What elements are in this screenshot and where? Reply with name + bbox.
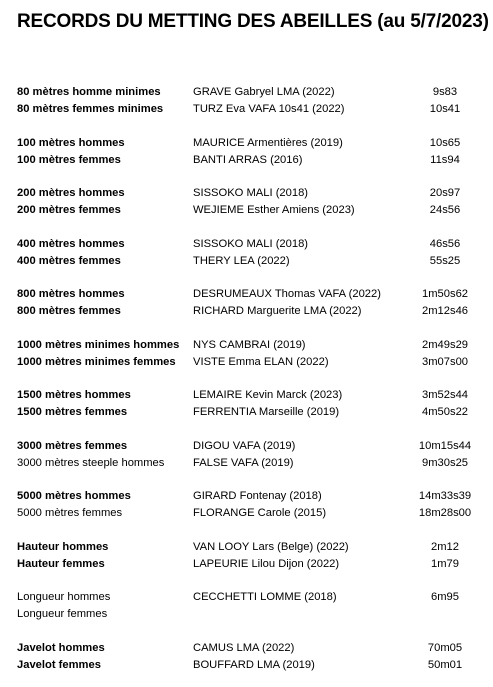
record-event: 80 mètres femmes minimes — [17, 103, 164, 115]
record-row — [0, 303, 493, 320]
record-event: Hauteur femmes — [17, 557, 105, 570]
record-row — [0, 640, 493, 657]
record-performance: 9m30s25 — [421, 456, 469, 469]
record-holder: VAN LOOY Lars (Belge) (2022) — [193, 540, 349, 553]
record-performance: 4m50s22 — [421, 406, 469, 418]
record-holder: LEMAIRE Kevin Marck (2023) — [193, 389, 343, 401]
record-event: 800 mètres femmes — [17, 305, 121, 317]
record-row — [0, 505, 493, 522]
record-event: 1500 mètres femmes — [17, 406, 128, 418]
record-holder: BANTI ARRAS (2016) — [193, 153, 303, 166]
record-holder: WEJIEME Esther Amiens (2023) — [193, 204, 355, 216]
record-holder: SISSOKO MALI (2018) — [193, 187, 309, 199]
record-holder: SISSOKO MALI (2018) — [193, 237, 309, 250]
record-holder: FALSE VAFA (2019) — [193, 456, 294, 469]
record-holder: LAPEURIE Lilou Dijon (2022) — [193, 557, 340, 570]
record-event: 400 mètres femmes — [17, 254, 121, 267]
record-performance: 9s83 — [432, 86, 458, 98]
record-row — [0, 606, 493, 623]
record-holder: NYS CAMBRAI (2019) — [193, 338, 306, 351]
record-event: 5000 mètres hommes — [17, 490, 131, 502]
record-row — [0, 236, 493, 253]
record-holder: GRAVE Gabryel LMA (2022) — [193, 86, 335, 98]
record-holder: DESRUMEAUX Thomas VAFA (2022) — [193, 288, 381, 300]
record-row — [0, 488, 493, 505]
record-performance: 3m52s44 — [421, 389, 469, 401]
record-event: Javelot hommes — [17, 641, 105, 654]
record-holder: CAMUS LMA (2022) — [193, 641, 295, 654]
record-event: 800 mètres hommes — [17, 288, 125, 300]
record-holder: RICHARD Marguerite LMA (2022) — [193, 305, 362, 317]
record-performance: 6m95 — [431, 591, 459, 603]
record-performance: 1m79 — [431, 557, 459, 570]
record-performance: 2m49s29 — [421, 338, 469, 351]
record-performance: 11s94 — [430, 153, 460, 166]
record-event: 100 mètres hommes — [17, 136, 125, 149]
record-performance: 18m28s00 — [418, 507, 472, 519]
record-performance: 3m07s00 — [421, 355, 469, 368]
record-holder: FLORANGE Carole (2015) — [193, 507, 327, 519]
record-event: 200 mètres femmes — [17, 204, 121, 216]
record-row — [0, 539, 493, 556]
record-holder: THERY LEA (2022) — [193, 254, 290, 267]
record-row — [0, 101, 493, 118]
record-performance: 20s97 — [429, 187, 461, 199]
record-performance: 2m12s46 — [421, 305, 469, 317]
record-holder: DIGOU VAFA (2019) — [193, 439, 296, 452]
record-row — [0, 185, 493, 202]
record-holder: CECCHETTI LOMME (2018) — [193, 591, 337, 603]
record-row — [0, 387, 493, 404]
record-holder: BOUFFARD LMA (2019) — [193, 658, 315, 671]
record-row — [0, 556, 493, 573]
record-performance: 50m01 — [427, 658, 463, 671]
record-holder: GIRARD Fontenay (2018) — [193, 490, 322, 502]
record-performance: 14m33s39 — [418, 490, 472, 502]
record-event: 3000 mètres femmes — [17, 439, 128, 452]
record-row — [0, 657, 493, 674]
record-performance: 10s41 — [429, 103, 461, 115]
record-performance: 2m12 — [431, 540, 459, 553]
record-event: 100 mètres femmes — [17, 153, 121, 166]
record-row — [0, 152, 493, 169]
record-performance: 1m50s62 — [421, 288, 469, 300]
record-event: 200 mètres hommes — [17, 187, 125, 199]
record-holder: FERRENTIA Marseille (2019) — [193, 406, 340, 418]
record-performance: 24s56 — [429, 204, 461, 216]
record-event: 1000 mètres minimes femmes — [17, 355, 176, 368]
record-performance: 46s56 — [429, 237, 461, 250]
record-event: 1500 mètres hommes — [17, 389, 131, 401]
record-event: Hauteur hommes — [17, 540, 109, 553]
record-performance: 55s25 — [429, 254, 461, 267]
record-row — [0, 354, 493, 371]
record-event: 5000 mètres femmes — [17, 507, 123, 519]
record-performance: 10s65 — [429, 136, 461, 149]
record-event: Longueur femmes — [17, 608, 108, 620]
page-title: RECORDS DU METTING DES ABEILLES (au 5/7/2023) — [17, 11, 489, 32]
record-holder: TURZ Eva VAFA 10s41 (2022) — [193, 103, 345, 115]
record-performance: 10m15s44 — [418, 439, 472, 452]
record-event: 3000 mètres steeple hommes — [17, 456, 165, 469]
record-row — [0, 337, 493, 354]
record-event: 1000 mètres minimes hommes — [17, 338, 180, 351]
record-row — [0, 455, 493, 472]
record-row — [0, 589, 493, 606]
record-row — [0, 135, 493, 152]
record-performance: 70m05 — [427, 641, 463, 654]
record-holder: MAURICE Armentières (2019) — [193, 136, 343, 149]
record-event: 400 mètres hommes — [17, 237, 125, 250]
record-event: Longueur hommes — [17, 591, 111, 603]
record-row — [0, 202, 493, 219]
record-row — [0, 286, 493, 303]
record-row — [0, 404, 493, 421]
record-event: 80 mètres homme minimes — [17, 86, 161, 98]
record-row — [0, 84, 493, 101]
record-row — [0, 438, 493, 455]
record-event: Javelot femmes — [17, 658, 101, 671]
record-holder: VISTE Emma ELAN (2022) — [193, 355, 329, 368]
record-row — [0, 253, 493, 270]
